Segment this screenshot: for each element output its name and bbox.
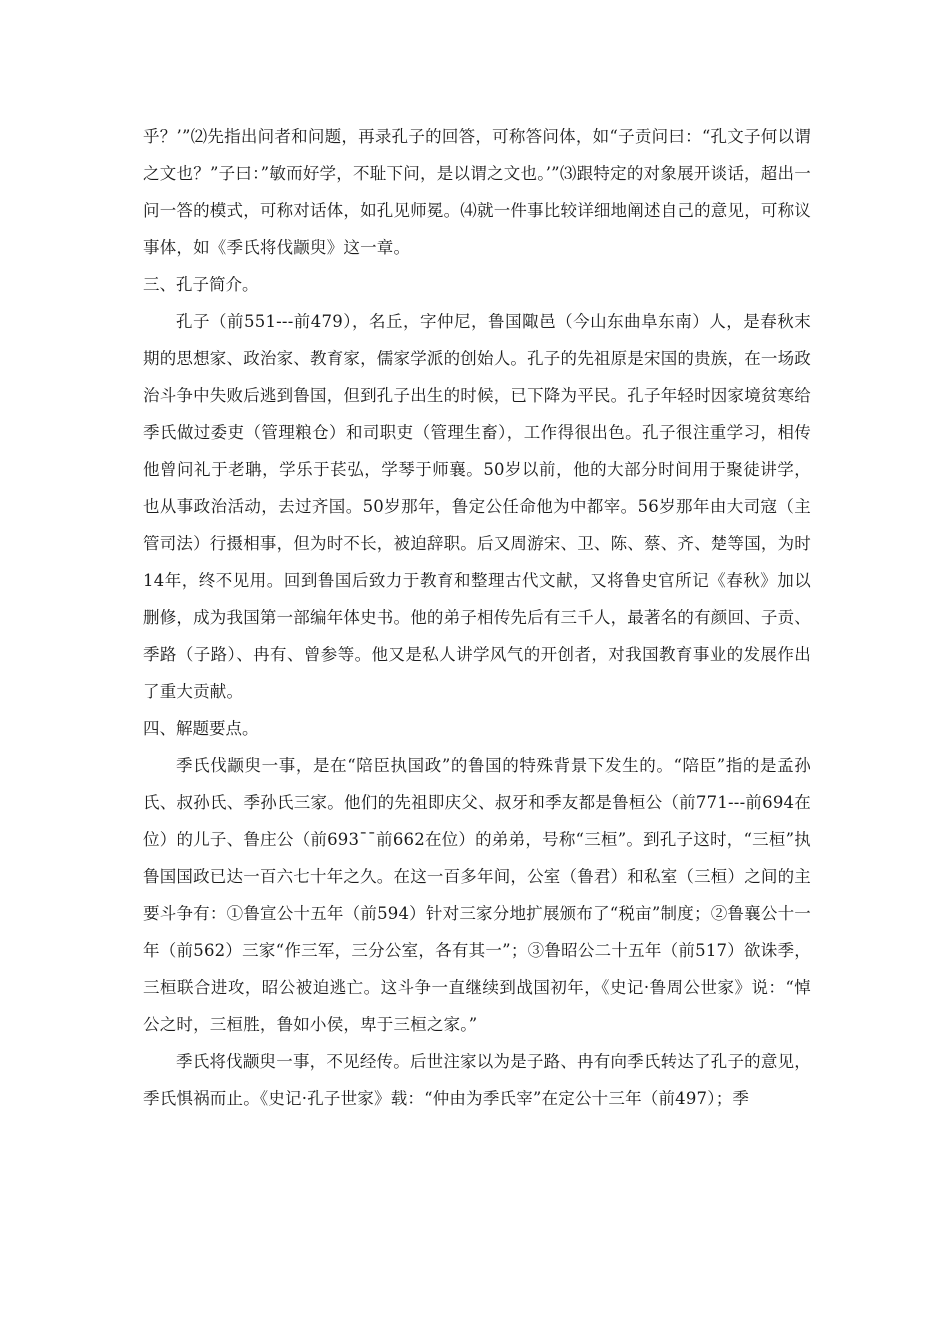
section-heading-confucius-intro: 三、孔子简介。 — [143, 275, 259, 294]
paragraph-campaign-outcome: 季氏将伐颛臾一事，不见经传。后世注家以为是子路、冉有向季氏转达了孔子的意见，季氏惧祸而止。《史记·孔子世家》载：“仲由为季氏宰”在定公十三年（前497）；季 — [143, 1052, 811, 1108]
paragraph-dialogue-forms: 乎？’”⑵先指出问者和问题，再录孔子的回答，可称答问体，如“子贡问曰：“孔文子何以谓之文也？”子曰：”敏而好学，不耻下问，是以谓之文也。’”⑶跟特定的对象展开谈话，超出一问一答的模式，可称对话体，如孔见师冕。⑷就一件事比较详细地阐述自己的意见，可称议事体，如《季氏将伐颛臾》这一章。 — [143, 127, 811, 257]
document-page — [143, 118, 811, 1117]
paragraph-three-huan-background: 季氏伐颛臾一事，是在“陪臣执国政”的鲁国的特殊背景下发生的。“陪臣”指的是孟孙氏、叔孙氏、季孙氏三家。他们的先祖即庆父、叔牙和季友都是鲁桓公（前771---前694在位）的儿子、鲁庄公（前693¯¯前662在位）的弟弟，号称“三桓”。到孔子这时，“三桓”执鲁国国政已达一百六七十年之久。在这一百多年间，公室（鲁君）和私室（三桓）之间的主要斗争有：①鲁宣公十五年（前594）针对三家分地扩展颁布了“税亩”制度；②鲁襄公十一年（前562）三家“作三军，三分公室，各有其一”；③鲁昭公二十五年（前517）欲诛季，三桓联合进攻，昭公被迫逃亡。这斗争一直继续到战国初年，《史记·鲁周公世家》说：“悼公之时，三桓胜，鲁如小侯，卑于三桓之家。” — [143, 756, 811, 1034]
section-heading-key-points: 四、解题要点。 — [143, 719, 259, 738]
paragraph-confucius-biography: 孔子（前551---前479），名丘，字仲尼，鲁国陬邑（今山东曲阜东南）人，是春秋末期的思想家、政治家、教育家，儒家学派的创始人。孔子的先祖原是宋国的贵族，在一场政治斗争中失败后逃到鲁国，但到孔子出生的时候，已下降为平民。孔子年轻时因家境贫寒给季氏做过委吏（管理粮仓）和司职吏（管理生畜），工作得很出色。孔子很注重学习，相传他曾问礼于老聃，学乐于苌弘，学琴于师襄。50岁以前，他的大部分时间用于聚徒讲学，也从事政治活动，去过齐国。50岁那年，鲁定公任命他为中都宰。56岁那年由大司寇（主管司法）行摄相事，但为时不长，被迫辞职。后又周游宋、卫、陈、蔡、齐、楚等国，为时14年，终不见用。回到鲁国后致力于教育和整理古代文献，又将鲁史官所记《春秋》加以删修，成为我国第一部编年体史书。他的弟子相传先后有三千人，最著名的有颜回、子贡、季路（子路）、冉有、曾参等。他又是私人讲学风气的开创者，对我国教育事业的发展作出了重大贡献。 — [143, 312, 811, 701]
